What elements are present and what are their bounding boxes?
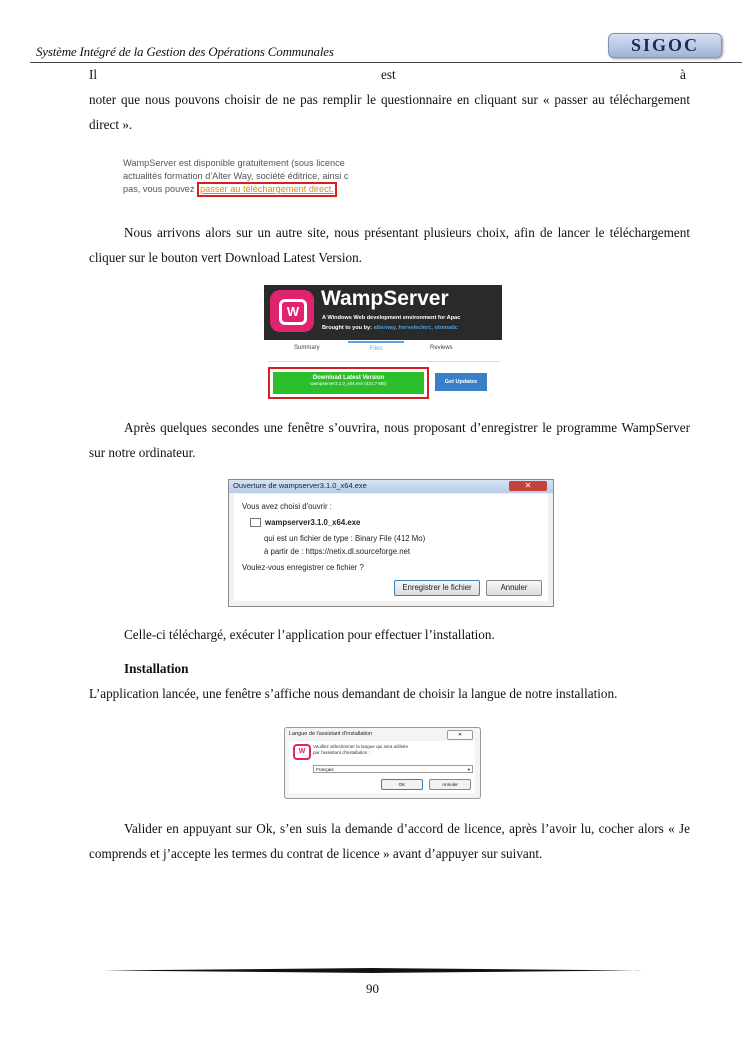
para2-text: Nous arrivons alors sur un autre site, nous présentant plusieurs choix, afin de lancer le téléchargement cliquer sur le bouton vert Download Latest Version. [89, 225, 690, 265]
lang-prompt-line1: Veuillez sélectionner la langue qui sera utilisée [313, 744, 408, 749]
dialog-file-type: qui est un fichier de type : Binary File (412 Mo) [264, 534, 426, 543]
wamp-credits: Brought to you by: alterway, herveleclerc, otomatic [322, 325, 458, 331]
figure-language-dialog [284, 727, 481, 799]
close-icon[interactable]: ✕ [447, 730, 473, 740]
wamp-logo-icon: W [293, 744, 311, 760]
download-highlight [268, 367, 429, 399]
fig1-line2: actualités formation d'Alter Way, société éditrice, ainsi c [123, 170, 349, 181]
get-updates-button[interactable]: Get Updates [435, 373, 487, 391]
dialog-file-source: à partir de : https://netix.dl.sourceforge.net [264, 547, 411, 556]
lang-dialog-body [289, 741, 475, 793]
chevron-down-icon: ▾ [467, 767, 470, 772]
dialog-body [234, 494, 548, 601]
dialog-title: Ouverture de wampserver3.1.0_x64.exe [233, 481, 367, 490]
wamp-name: WampServer [321, 287, 449, 310]
project-tabs [268, 341, 500, 362]
tab-summary[interactable]: Summary [294, 345, 320, 351]
fig1-line3: pas, vous pouvez [123, 184, 198, 194]
header-title: Système Intégré de la Gestion des Opérations Communales [36, 44, 334, 59]
close-icon[interactable]: ✕ [509, 481, 547, 491]
figure-direct-download-text [123, 157, 387, 207]
para3-text: Après quelques secondes une fenêtre s’ouvrira, nous proposant d’enregistrer le programme WampServer sur notre ordinateur. [89, 420, 690, 460]
wamp-subtitle: A Windows Web development environment for Apac [322, 315, 461, 321]
para1-word-est: est [381, 67, 396, 82]
para6-text: Valider en appuyant sur Ok, s’en suis la demande d’accord de licence, après l’avoir lu, cocher alors « Je comprends et j’accepte les termes du contrat de licence » avant d’appuyer sur suivant. [89, 821, 690, 861]
cancel-button[interactable]: Annuler [429, 779, 471, 790]
para1-word-a: à [680, 67, 686, 82]
tab-files[interactable]: Files [348, 341, 404, 352]
para4-text: Celle-ci téléchargé, exécuter l’application pour effectuer l’installation. [124, 627, 495, 642]
dialog-question: Voulez-vous enregistrer ce fichier ? [242, 563, 364, 572]
tab-reviews[interactable]: Reviews [430, 345, 453, 351]
lang-dialog-title: Langue de l'assistant d'installation [289, 731, 373, 737]
fig1-line1: WampServer est disponible gratuitement (sous licence [123, 158, 345, 168]
sigoc-badge: SIGOC [608, 33, 722, 58]
cancel-button[interactable]: Annuler [486, 580, 542, 596]
figure-sourceforge-page [264, 285, 502, 397]
download-latest-button[interactable]: Download Latest Version wampserver3.1.0_x64.exe (431.7 MB) [273, 372, 424, 394]
para1-text: noter que nous pouvons choisir de ne pas remplir le questionnaire en cliquant sur « passer au téléchargement direct ». [89, 92, 690, 132]
para5-text: L’application lancée, une fenêtre s’affiche nous demandant de choisir la langue de notre installation. [89, 686, 618, 701]
section-heading: Installation [124, 661, 189, 676]
file-icon [250, 518, 261, 527]
save-file-button[interactable]: Enregistrer le fichier [394, 580, 480, 596]
language-select[interactable]: Français ▾ [313, 765, 473, 773]
dialog-intro: Vous avez choisi d'ouvrir : [242, 502, 332, 511]
dialog-filename: wampserver3.1.0_x64.exe [250, 518, 360, 527]
page-number: 90 [366, 981, 379, 996]
footer-rule [103, 968, 642, 973]
lang-prompt-line2: par l'assistant d'installation : [313, 750, 370, 755]
figure-save-dialog [228, 479, 554, 607]
direct-download-link[interactable]: passer au téléchargement direct. [197, 182, 337, 197]
ok-button[interactable]: OK [381, 779, 423, 790]
wamp-logo-icon: W [270, 290, 314, 332]
para1-word-il: Il [89, 67, 98, 82]
